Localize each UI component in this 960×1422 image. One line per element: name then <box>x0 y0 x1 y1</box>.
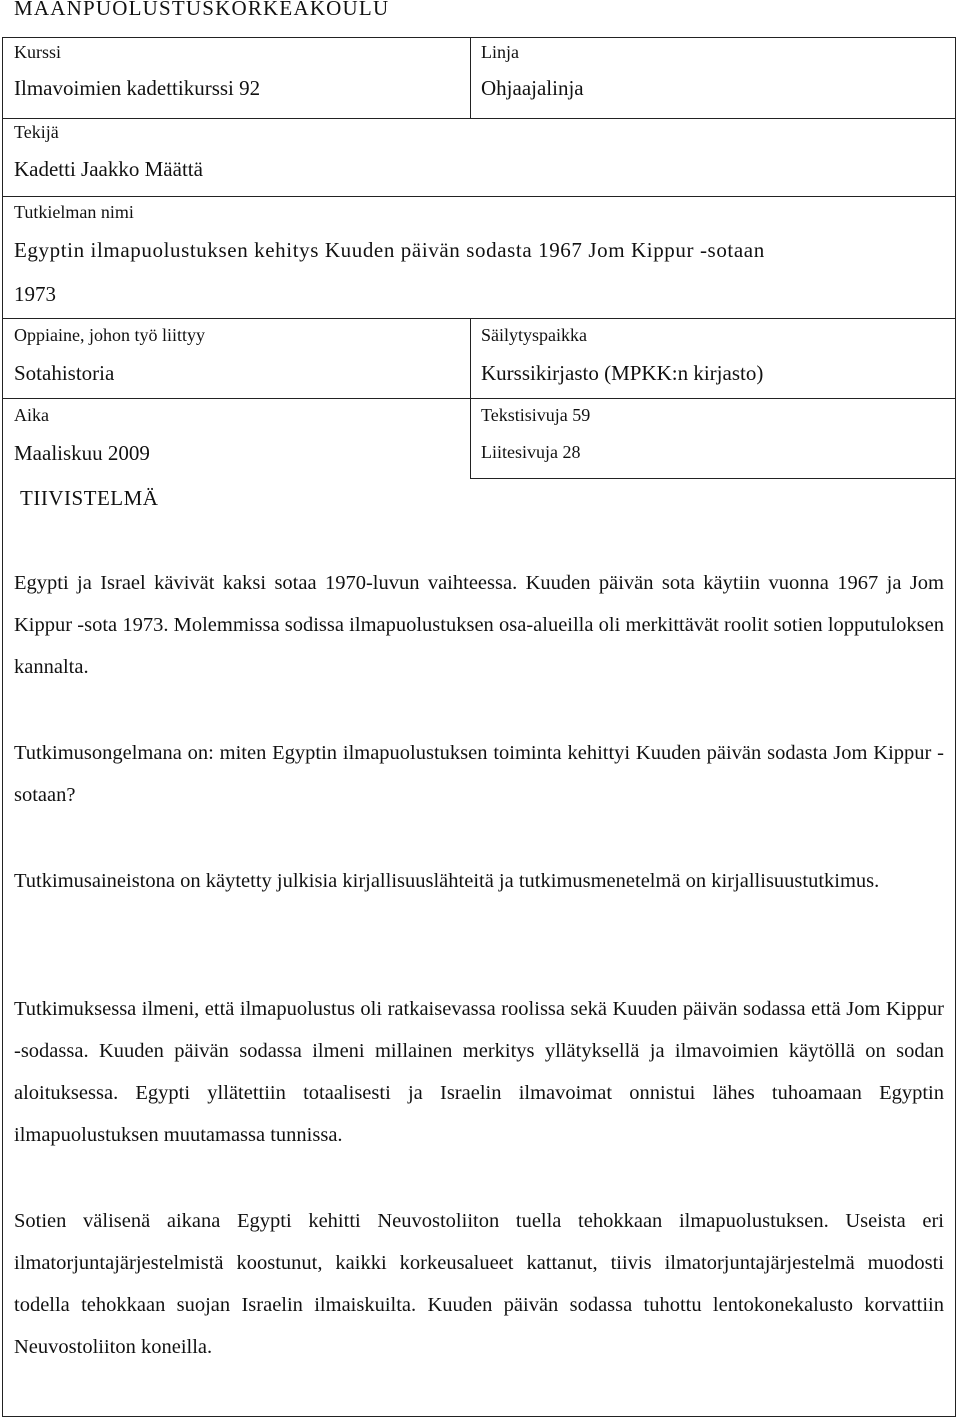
abstract-paragraph: Tutkimuksessa ilmeni, että ilmapuolustus oli ratkaisevassa roolissa sekä Kuuden päivän sodassa että Jom Kippur -sodassa. Kuuden päivän sodassa ilmeni millainen merkitys yllätyksellä ja ilmavoimien käytöllä on sodan aloituksessa. Egypti yllätettiin totaalisesti ja Israelin ilmavoimat onnistui lähes tuhoamaan Egyptin ilmapuolustuksen muutamassa tunnissa. <box>14 998 944 1146</box>
time-value: Maaliskuu 2009 <box>14 441 150 465</box>
time-label: Aika <box>14 405 49 425</box>
thesis-title-line1: Egyptin ilmapuolustuksen kehitys Kuuden päivän sodasta 1967 Jom Kippur -sotaan <box>14 238 765 262</box>
abstract-paragraph: Sotien välisenä aikana Egypti kehitti Neuvostoliiton tuella tehokkaan ilmapuolustuksen. Useista eri ilmatorjuntajärjestelmistä koostunut, kaikki korkeusalueet kattanut, tiivis ilmatorjuntajärjestelmä muodosti todella tehokkaan suojan Israelin ilmaiskuilta. Kuuden päivän sodassa tuhottu lentokonekalusto korvattiin Neuvostoliiton koneilla. <box>14 1210 944 1358</box>
divider <box>470 478 956 479</box>
course-value: Ilmavoimien kadettikurssi 92 <box>14 76 261 100</box>
abstract-paragraph: Tutkimusaineistona on käytetty julkisia kirjallisuuslähteitä ja tutkimusmenetelmä on kirjallisuustutkimus. <box>14 870 880 892</box>
divider <box>2 118 956 119</box>
thesis-title-label: Tutkielman nimi <box>14 202 134 222</box>
storage-label: Säilytyspaikka <box>481 325 587 345</box>
divider <box>2 398 956 399</box>
storage-value: Kurssikirjasto (MPKK:n kirjasto) <box>481 361 764 385</box>
line-value: Ohjaajalinja <box>481 76 584 100</box>
subject-label: Oppiaine, johon työ liittyy <box>14 325 205 345</box>
column-divider <box>470 37 471 118</box>
thesis-title-line2: 1973 <box>14 282 56 306</box>
course-label: Kurssi <box>14 42 62 62</box>
abstract-paragraph: Egypti ja Israel kävivät kaksi sotaa 1970-luvun vaihteessa. Kuuden päivän sota käytiin vuonna 1967 ja Jom Kippur -sota 1973. Molemmissa sodissa ilmapuolustuksen osa-alueilla oli merkittävät roolit sotien lopputuloksen kannalta. <box>14 572 944 678</box>
column-divider <box>470 318 471 478</box>
appendix-pages: Liitesivuja 28 <box>481 442 581 462</box>
divider <box>2 318 956 319</box>
institution-header: MAANPUOLUSTUSKORKEAKOULU <box>14 0 390 20</box>
author-value: Kadetti Jaakko Määttä <box>14 157 203 181</box>
divider <box>2 196 956 197</box>
text-pages: Tekstisivuja 59 <box>481 405 591 425</box>
line-label: Linja <box>481 42 519 62</box>
abstract-heading: TIIVISTELMÄ <box>20 486 159 510</box>
abstract-paragraph: Tutkimusongelmana on: miten Egyptin ilmapuolustuksen toiminta kehittyi Kuuden päivän sodasta Jom Kippur -sotaan? <box>14 742 944 806</box>
author-label: Tekijä <box>14 122 59 142</box>
subject-value: Sotahistoria <box>14 361 115 385</box>
